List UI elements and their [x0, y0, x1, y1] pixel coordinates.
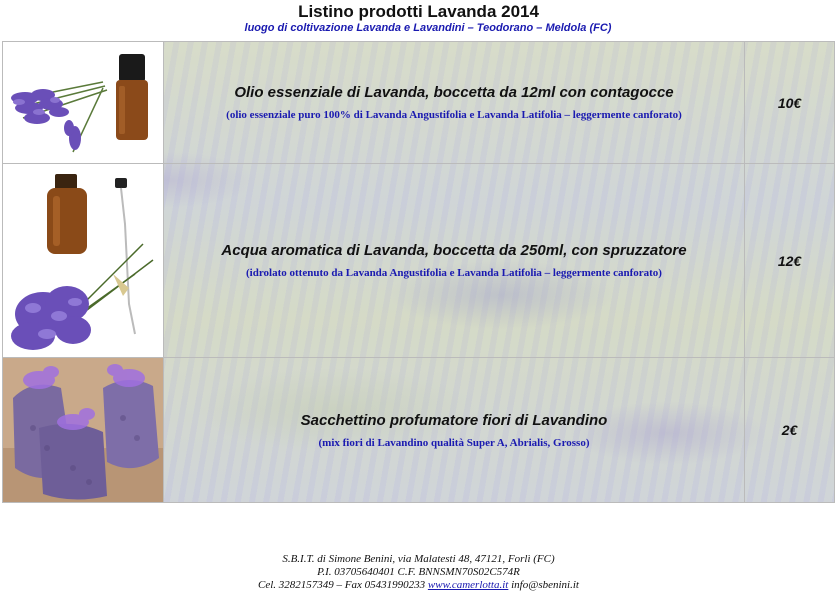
product-row-aromatic-water: [3, 164, 834, 358]
spray-bottle-with-lavender-bouquet-icon: [3, 164, 163, 357]
footer-website-link[interactable]: www.camerlotta.it: [427, 579, 509, 591]
product-description-aromatic-water: [164, 164, 745, 357]
product-detail: (idrolato ottenuto da Lavanda Angustifolia e Lavanda Latifolia – leggermente canforato): [246, 267, 662, 279]
product-price: 10€: [777, 94, 802, 111]
footer-tax-ids: P.I. 03705640401 C.F. BNNSMN70S02C574R: [317, 566, 520, 578]
footer-phone-fax: Cel. 3282157349 – Fax 05431990233: [258, 579, 428, 591]
company-footer: [0, 553, 837, 592]
product-price: 2€: [781, 422, 798, 438]
product-row-sachet: [3, 358, 834, 502]
product-detail: (mix fiori di Lavandino qualità Super A, Abrialis, Grosso): [318, 436, 590, 449]
product-image-sachet: [3, 358, 164, 502]
footer-address: S.B.I.T. di Simone Benini, via Malatesti 48, 47121, Forlì (FC): [282, 553, 555, 565]
product-name: Sacchettino profumatore fiori di Lavandino: [300, 411, 608, 429]
product-row-essential-oil: [3, 42, 834, 164]
footer-email: info@sbenini.it: [508, 579, 579, 591]
page-subtitle: luogo di coltivazione Lavanda e Lavandini – Teodorano – Meldola (FC): [244, 22, 612, 34]
product-detail: (olio essenziale puro 100% di Lavanda Angustifolia e Lavanda Latifolia – leggermente canforato): [226, 109, 682, 121]
product-description-sachet: [164, 358, 745, 502]
product-name: Acqua aromatica di Lavanda, boccetta da 250ml, con spruzzatore: [221, 242, 687, 259]
product-image-essential-oil: [3, 42, 164, 163]
product-description-essential-oil: [164, 42, 745, 163]
product-image-aromatic-water: [3, 164, 164, 357]
price-list-table: [2, 41, 835, 503]
lavender-sachets-icon: [3, 358, 163, 502]
product-price: 12€: [777, 252, 802, 269]
product-name: Olio essenziale di Lavanda, boccetta da 12ml con contagocce: [234, 84, 674, 101]
essential-oil-bottle-with-lavender-icon: [3, 42, 163, 163]
page-title: Listino prodotti Lavanda 2014: [298, 2, 539, 21]
footer-contacts: [0, 579, 837, 592]
